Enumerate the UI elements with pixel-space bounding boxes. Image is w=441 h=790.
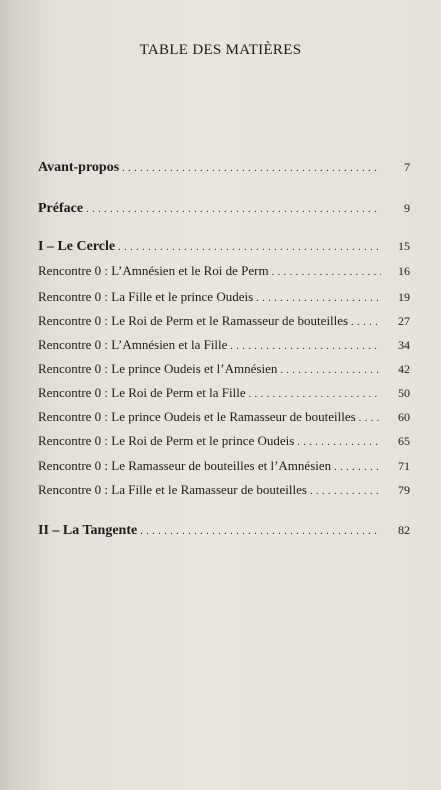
toc-entry-rencontre-6: [38, 384, 410, 402]
toc-entry-rencontre-1: [38, 262, 410, 280]
toc-entry-rencontre-8: [38, 432, 410, 450]
toc-entry-rencontre-4: [38, 336, 410, 354]
toc-entry-label: Rencontre 0 : Le Roi de Perm et le prince Oudeis: [38, 433, 295, 448]
toc-entry-label: Rencontre 0 : Le Roi de Perm et la Fille: [38, 385, 246, 400]
toc-entry-preface: [38, 199, 410, 217]
toc-entry-rencontre-5: [38, 360, 410, 378]
toc-entry-label: Avant-propos: [38, 160, 120, 175]
dot-leader: [230, 336, 381, 354]
toc-entry-rencontre-3: [38, 312, 410, 330]
toc-entry-page: 15: [398, 239, 410, 253]
dot-leader: [86, 199, 381, 217]
dot-leader: [272, 262, 381, 280]
toc-entry-page: 50: [398, 386, 410, 400]
toc-entry-page: 9: [404, 201, 410, 215]
toc-entry-page: 79: [398, 483, 410, 497]
toc-entry-label: II – La Tangente: [38, 523, 138, 538]
dot-leader: [297, 432, 381, 450]
dot-leader: [118, 237, 381, 255]
toc-entry-page: 42: [398, 362, 410, 376]
toc-entry-label: Rencontre 0 : Le Ramasseur de bouteilles et l’Amnésien: [38, 458, 332, 473]
toc-entry-page: 71: [398, 459, 410, 473]
toc-entry-rencontre-7: [38, 408, 410, 426]
toc-entry-page: 7: [404, 160, 410, 174]
toc-entry-label: Rencontre 0 : Le prince Oudeis et l’Amnésien: [38, 361, 278, 376]
toc-entry-page: 60: [398, 410, 410, 424]
toc-entry-rencontre-9: [38, 457, 410, 475]
toc-entry-part-2: [38, 521, 410, 539]
toc-entry-rencontre-2: [38, 288, 410, 306]
toc-entry-part-1: [38, 237, 410, 255]
toc-entry-page: 27: [398, 314, 410, 328]
toc-entry-page: 34: [398, 338, 410, 352]
toc-entry-page: 19: [398, 290, 410, 304]
toc-entry-label: Rencontre 0 : L’Amnésien et le Roi de Perm: [38, 263, 269, 278]
dot-leader: [256, 288, 381, 306]
toc-entry-label: Préface: [38, 201, 84, 216]
dot-leader: [334, 457, 381, 475]
toc-entry-label: Rencontre 0 : La Fille et le Ramasseur de bouteilles: [38, 482, 307, 497]
dot-leader: [140, 521, 381, 539]
dot-leader: [122, 158, 381, 176]
toc-heading: TABLE DES MATIÈRES: [139, 42, 302, 58]
toc-entry-label: Rencontre 0 : L’Amnésien et la Fille: [38, 337, 228, 352]
toc-entry-page: 82: [398, 523, 410, 537]
dot-leader: [359, 408, 381, 426]
toc-entry-avant-propos: [38, 158, 410, 176]
toc-entry-label: Rencontre 0 : Le prince Oudeis et le Ramasseur de bouteilles: [38, 409, 356, 424]
dot-leader: [310, 481, 381, 499]
dot-leader: [280, 360, 381, 378]
dot-leader: [351, 312, 381, 330]
toc-entry-rencontre-10: [38, 481, 410, 499]
toc-entry-label: Rencontre 0 : Le Roi de Perm et le Ramasseur de bouteilles: [38, 313, 349, 328]
toc-entry-page: 65: [398, 434, 410, 448]
toc-entry-page: 16: [398, 264, 410, 278]
toc-entry-label: I – Le Cercle: [38, 239, 116, 254]
toc-entry-label: Rencontre 0 : La Fille et le prince Oudeis: [38, 289, 254, 304]
dot-leader: [249, 384, 381, 402]
